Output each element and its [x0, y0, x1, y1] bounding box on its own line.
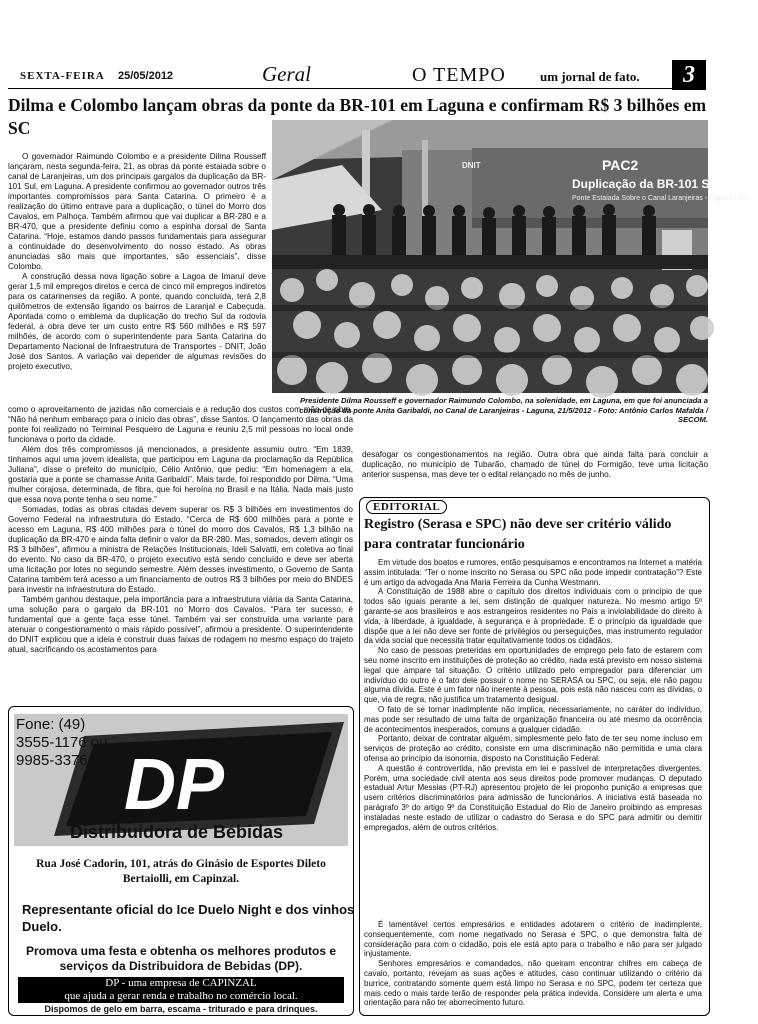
header-day: SEXTA-FEIRA [20, 70, 105, 82]
ad-phone [16, 716, 107, 770]
article-column-left [8, 152, 266, 372]
editorial-paragraph: Portanto, deixar de contratar alguém, simplesmente pelo fato de ter seu nome incluso em serviços de proteção ao crédito, consiste em uma discriminação não permitida e uma clara ofensa ao princípio da isonomia, disposto na Constituição Federal. [364, 734, 702, 763]
article-photo [272, 120, 748, 393]
banner-brand: PAC2 [602, 157, 639, 173]
ad-phone-label: Fone: (49) [16, 716, 86, 733]
ad-promo: Promova uma festa e obtenha os melhores produtos e serviços da Distribuidora de Bebidas (DP). [25, 944, 337, 973]
editorial-paragraph: O fato de se tornar inadimplente não implica, necessariamente, no caráter do indivíduo, mas pode ser resultado de uma falta de organização financeira ou até mesmo da ocorrência de acontecimentos inesperados, comuns a qualquer cidadão. [364, 704, 702, 734]
section-title: Geral [262, 62, 311, 86]
ad-representative: Representante oficial do Ice Duelo Night e dos vinhos Duelo. [22, 902, 355, 934]
article-headline: Dilma e Colombo lançam obras da ponte da BR-101 em Laguna e confirmam R$ 3 bilhões em SC [8, 95, 707, 138]
ad-phone-1: 3555-1176 ou [16, 734, 108, 751]
article-paragraph: desafogar os congestionamentos na região. Outra obra que ainda falta para concluir a duplicação, no município de Tubarão, chamado de túnel do Formigão, teve uma licitação anterior suspensa, mas deve ter o edital relançado no mês de junho. [362, 450, 708, 479]
newspaper-slogan: um jornal de fato. [540, 69, 640, 84]
ad-phone-2: 9985-3376 [16, 752, 88, 769]
ad-company-name: Distribuidora de Bebidas [70, 822, 284, 842]
ad-logo: DP [124, 745, 225, 825]
editorial-tag: EDITORIAL [366, 500, 447, 514]
header-divider [8, 88, 706, 89]
ad-band-line-1: DP - uma empresa de CAPINZAL [105, 977, 257, 989]
editorial-paragraph: A questão é controvertida, não prevista em lei e passível de interpretações divergentes. Porém, uma sociedade civil atenta aos seus direitos pode promover mudanças. O deputado estadual Artur Messias (PT-RJ) apresentou projeto de lei proponho punição a empresas que usem critérios discriminatórios para admissão de funcionários. A iniciativa está baseada no parágrafo 3º do artigo 9º da Constituição Estadual do Rio de Janeiro proibindo as empresas instaladas neste estado de utilizar o cadastro do Serasa e do SPC para admitir ou demitir empregados, além de outros critérios. [364, 763, 702, 832]
banner-dnit: DNIT [462, 161, 481, 170]
ad-address: Rua José Cadorin, 101, atrás do Ginásio de Esportes Dileto Bertaiolli, em Capinzal. [36, 858, 326, 885]
editorial-paragraph: Em virtude dos boatos e rumores, então pesquisamos e encontramos na Internet a matéria assim intitulada: “Ter o nome inscrito no Serasa ou SPC não pode impedir contratação”? Este é um artigo da advogada Ana Maria Ferreira da Cunha Westmann. [364, 558, 702, 587]
newspaper-name: O TEMPO [412, 64, 506, 86]
editorial-paragraph: É lamentável certos empresários e entidades adotarem o critério de inadimplente, consequentemente, com nome negativado no Serasa e SPC, o que demonstra falta de consideração para com o cidadão, pois ele está apto para o trabalho e não para ser julgado injustamente. [364, 920, 702, 959]
editorial-title: Registro (Serasa e SPC) não deve ser critério válido para contratar funcionário [364, 517, 672, 552]
editorial-body [364, 558, 702, 832]
editorial-body-end [364, 920, 702, 1008]
editorial-paragraph: Senhores empresários e comandados, não queiram encontrar chifres em cabeça de cavalo, portanto, revejam as suas ações e atitudes, caso continuar utilizando o critério da burrice, contratando somente quem está limpo no Serasa e no SPC, podem ter certeza que mais cedo o mais tarde terão de responder pela prática indevida. Considere um alerta e uma orientação para não ter aborrecimento futuro. [364, 959, 702, 1008]
header-date: 25/05/2012 [118, 70, 174, 82]
photo-caption: Presidente Dilma Rousseff e governador Raimundo Colombo, na solenidade, em Laguna, em que foi anunciada a construção da ponte Anita Garibaldi, no Canal de Laranjeiras - Laguna, 21/5/2012 - Foto: Antônio Carlos Mafalda / SECOM. [299, 396, 708, 424]
ad-band [18, 977, 344, 1003]
article-continuation [8, 405, 353, 655]
article-continuation-right [362, 450, 708, 480]
article-paragraph: Somadas, todas as obras citadas devem superar os R$ 3 bilhões em investimentos do Governo Federal na infraestrutura do Estado. “Cerca de R$ 600 milhões para a ponte e acesso em Laguna, R$ 400 milhões para o túnel do morro dos Cavalos, R$ 1,3 bilhão na duplicação da BR-470 e ainda falta definir o valor da BR-280. Mas, somados, devem atingir os R$ 3 bilhões”, afirmou a ministra de Relações Institucionais, Ideli Salvatti, em coletiva ao final do evento. No caso da BR-470, o projeto executivo está sendo concluído e deve ser aberta uma licitação por lotes no segundo semestre. Além desses investimento, o Governo de Santa Catarina também terá acesso a um financiamento de outros R$ 3 bilhões por meio do BNDES para investir na infraestrutura do Estado. [8, 505, 353, 594]
banner-title: Duplicação da BR-101 SUL [572, 177, 726, 191]
article-paragraph: Além dos três compromissos já mencionados, a presidente assumiu outro. “Em 1839, tínhamos aqui uma jovem idealista, que participou em Laguna da proclamação da República Juliana”, disse o prefeito do município, Célio Antônio, que pediu: “Em homenagem a ela, gostaria que a ponte se chamasse Anita Garibaldi”. Mais tarde, foi respondido por Dilma. “Uma mulher corajosa, determinada, de fibra, que foi heroína no Brasil e na Itália. Nada mais justo que essa nova ponte tenha o seu nome.” [8, 445, 353, 504]
banner-subtitle: Ponte Estaiada Sobre o Canal Laranjeiras - Laguna / SC [572, 195, 748, 202]
editorial-paragraph: A Constituição de 1988 abre o capítulo dos direitos individuais com o princípio de que todos são iguais perante a lei, sem distinção de qualquer natureza. No mesmo artigo 5º garante-se aos brasileiros e aos estrangeiros residentes no País a inviolabilidade do direito à vida, à liberdade, à igualdade, à segurança e à propriedade. É o princípio da igualdade que dispõe que a lei não deve ser fonte de privilégios ou perseguições, mas instrumento regulador da vida social que necessita tratar equitativamente todos os cidadãos. [364, 587, 702, 646]
article-paragraph: A construção dessa nova ligação sobre a Lagoa de Imaruí deve gerar 1,5 mil empregos diretos e cerca de cinco mil empregos indiretos para os catarinenses da região. A ponte, quando concluída, terá 2,8 quilômetros de extensão ligando os bairros de Laranjal e Cabeçuda. Apontada como o emblema da duplicação do trecho Sul da rodovia federal, a obra deve ter um custo entre R$ 560 milhões e R$ 597 milhões, de acordo com o superintendente para Santa Catarina do Departamento Nacional de Infraestrutura de Transportes - DNIT, João José dos Santos. A variação vai depender de algumas revisões do projeto executivo, [8, 272, 266, 371]
ad-band-line-2: que ajuda a gerar renda e trabalho no comércio local. [64, 989, 298, 1002]
article-paragraph: O governador Raimundo Colombo e a presidente Dilma Rousseff lançaram, nesta segunda-feira, 21, as obras da ponte estaiada sobre o canal de Laranjeiras, um dos principais gargalos da duplicação da BR-101 Sul, em Laguna. A presidente confirmou ao governador outros três importantes compromissos para Santa Catarina. O primeiro é a realização do último entrave para a duplicação, o túnel do Morro dos Cavalos, em Palhoça. Também afirmou que vai duplicar a BR-280 e a BR-470, que a presidente definiu como a espinha dorsal de Santa Catarina. “Hoje, estamos dando passos fundamentais para assegurar a continuidade do desenvolvimento do nosso estado. As obras anunciadas são mais que importantes, são essenciais”, disse Colombo. [8, 152, 266, 271]
editorial-paragraph: No caso de pessoas preteridas em oportunidades de emprego pelo fato de estarem com seu nome inscrito em instituições de proteção ao crédito, nada está previsto em nosso sistema legal que ampare tal situação. O critério utilizado pelo empregador para diferenciar um indivíduo do outro é o fato dele possuir o nome no SERASA ou SPC, ou seja, ele não pagou alguma dívida. Este é um fator não inerente à pessoa, pois esta não nasceu com as dívidas, o que, via de regra, não justifica um tratamento desigual. [364, 646, 702, 705]
article-paragraph: Também ganhou destaque, pela importância para a infraestrutura viária da Santa Catarina, uma solução para o gargalo da BR-101 no Morro dos Cavalos. “Para ter sucesso, é fundamental que a gente faça esse túnel. Também vai ser construída uma variante para atenuar o congestionamento o mais rápido possível”, afirmou a presidente. O superintendente do DNIT explicou que a ideia é construir duas faixas de rodagem no mesmo espaço do trajeto atual, sacrificando os acostamentos para [8, 595, 353, 654]
ad-ice-note: Dispomos de gelo em barra, escama - triturado e para drinques. [44, 1004, 318, 1014]
article-paragraph: como o aproveitamento de jazidas não comerciais e a redução dos custos com mão de obra. “Não há nenhum embaraço para o início das obras”, disse Santos. O lançamento das obras da ponte foi realizado no Terminal Pesqueiro de Laguna e reuniu 2,5 mil pessoas no local onde funcionava o porto da cidade. [8, 405, 353, 444]
page-number: 3 [672, 60, 706, 90]
